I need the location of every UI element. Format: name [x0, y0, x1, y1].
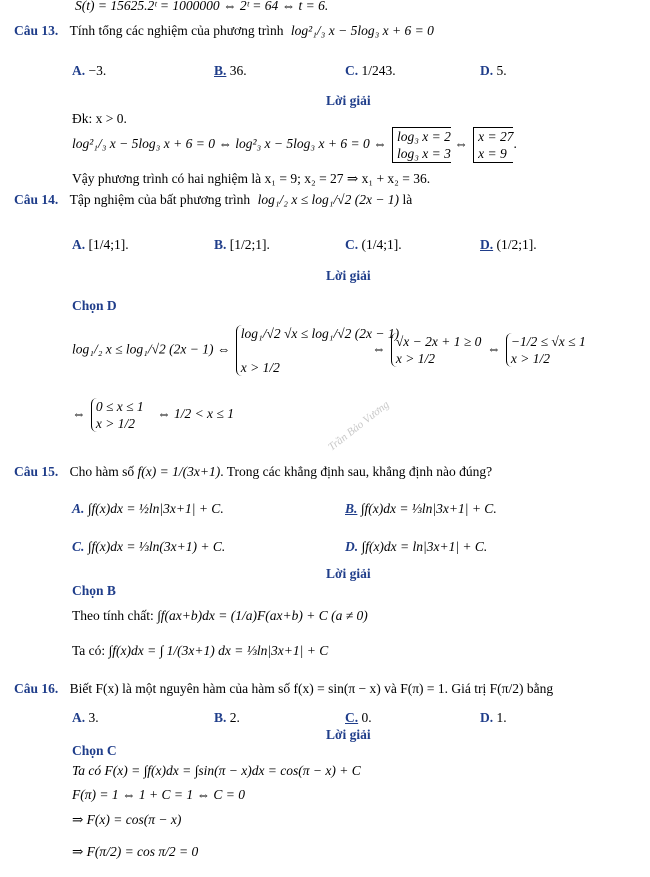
q15-opt-b: [345, 500, 497, 518]
q14-opt-b-value: [1/2;1].: [229, 237, 270, 252]
q13-opt-c: [345, 62, 396, 80]
q14-step1c: ⇔ −1/2 ≤ √x ≤ 1 x > 1/2: [487, 334, 586, 366]
top-equation: S(t) = 15625.2ᵗ = 1000000 ⇔ 2ᵗ = 64 ⇔ t = 6.: [75, 0, 329, 13]
q16-opt-b-value: 2.: [229, 710, 240, 725]
q14-text: Tập nghiệm của bất phương trình: [69, 192, 251, 207]
q14-opt-c-label: C.: [345, 237, 359, 252]
q13-step: log²₁/₃ x − 5log₃ x + 6 = 0 ⇔ log²₃ x − 5log₃ x + 6 = 0 ⇔: [72, 136, 387, 152]
q16-step2: F(π) = 1 ⇔ 1 + C = 1 ⇔ C = 0: [72, 787, 245, 802]
q13-opt-d: [480, 62, 507, 80]
q13-system-1: [392, 127, 451, 163]
q16-step3: ⇒ F(x) = cos(π − x): [72, 812, 182, 827]
q14-sys-a-row1: log₁/√2 √x ≤ log₁/√2 (2x − 1): [240, 326, 400, 341]
q16-opt-d-value: 1.: [496, 710, 507, 725]
q16-opt-c-value: 0.: [361, 710, 372, 725]
q14-sys-d-row1: 0 ≤ x ≤ 1: [95, 399, 144, 414]
q14-result: ⇔ 1/2 < x ≤ 1: [157, 406, 234, 422]
q14-sys-d-row2: x > 1/2: [95, 416, 135, 431]
q15-prop: [72, 607, 368, 625]
q16-opt-c-label: C.: [345, 710, 359, 725]
q13-opt-a: [72, 62, 106, 80]
q16-opt-a-value: 3.: [88, 710, 99, 725]
q16-step1: Ta có F(x) = ∫f(x)dx = ∫sin(π − x)dx = cos(π − x) + C: [72, 763, 361, 778]
q16-step4: ⇒ F(π/2) = cos π/2 = 0: [72, 844, 199, 859]
q13-conclusion: Vậy phương trình có hai nghiệm là x₁ = 9; x₂ = 27 ⇒ x₁ + x₂ = 36.: [72, 171, 431, 186]
q15-opt-b-label: B.: [345, 501, 358, 516]
q13-label: Câu 13.: [14, 23, 59, 38]
q14-opt-d-label: D.: [480, 237, 494, 252]
q16-opt-b-label: B.: [214, 710, 227, 725]
q15-label: Câu 15.: [14, 464, 59, 479]
q13-opt-c-value: 1/243.: [361, 63, 396, 78]
q13-opt-b-value: 36.: [229, 63, 247, 78]
q15-opt-b-value: ∫f(x)dx = ⅓ln|3x+1| + C.: [360, 501, 497, 516]
q16-opt-d: [480, 709, 507, 727]
q15-loigiai: Lời giải: [326, 566, 371, 581]
q15-text-b: . Trong các khẳng định sau, khẳng định nào đúng?: [220, 464, 493, 479]
q15-opt-c: [72, 538, 225, 556]
q15-fx: f(x) = 1/(3x+1): [137, 464, 221, 479]
q14-step2: ⇔ 0 ≤ x ≤ 1 x > 1/2 ⇔ 1/2 < x ≤ 1: [72, 399, 234, 431]
q13-opt-b: [214, 62, 247, 80]
q15-opt-d-label: D.: [345, 539, 359, 554]
q16-text: Biết F(x) là một nguyên hàm của hàm số f(x) = sin(π − x) và F(π) = 1. Giá trị F(π/2) bằng: [69, 681, 554, 696]
q14-opt-c-value: (1/4;1].: [361, 237, 402, 252]
q14-loigiai: Lời giải: [326, 268, 371, 283]
q13-sys1-row2: log₃ x = 3: [396, 146, 451, 161]
q15-prop-eq: ∫f(ax+b)dx = (1/a)F(ax+b) + C (a ≠ 0): [157, 608, 368, 623]
q16-label: Câu 16.: [14, 681, 59, 696]
q15-taco-eq: ∫f(x)dx = ∫ 1/(3x+1) dx = ⅓ln|3x+1| + C: [108, 643, 329, 658]
q14-sys-c-row2: x > 1/2: [510, 351, 550, 366]
q13-loigiai: Lời giải: [326, 93, 371, 108]
q15-opt-a: [72, 500, 224, 518]
q15-opt-c-value: ∫f(x)dx = ⅓ln(3x+1) + C.: [87, 539, 226, 554]
q15-opt-a-label: A.: [72, 501, 85, 516]
q14-sys-c: [506, 333, 586, 367]
q14-step1: [72, 325, 399, 376]
q13-opt-a-label: A.: [72, 63, 86, 78]
q14-chon: Chọn D: [72, 298, 117, 313]
q13-opt-c-label: C.: [345, 63, 359, 78]
q16-opt-d-label: D.: [480, 710, 494, 725]
q14-opt-c: [345, 236, 402, 254]
q16-opt-a: [72, 709, 99, 727]
q14-line: [14, 191, 412, 209]
q13-step-line: log²₁/₃ x − 5log₃ x + 6 = 0 ⇔ log²₃ x − 5log₃ x + 6 = 0 ⇔ log₃ x = 2 log₃ x = 3 ⇔ x = 27 x = 9.: [72, 129, 517, 161]
q14-step1-left: log₁/₂ x ≤ log₁/√2 (2x − 1) ⇔: [72, 341, 231, 357]
q15-text-a: Cho hàm số: [69, 464, 135, 479]
q14-sys-c-row1: −1/2 ≤ √x ≤ 1: [510, 334, 586, 349]
q14-sys-d: [91, 398, 144, 432]
q14-opt-a: [72, 236, 129, 254]
q15-taco: [72, 642, 328, 660]
q14-sys-b-row1: √x − 2x + 1 ≥ 0: [395, 334, 482, 349]
q14-tail: là: [402, 192, 413, 207]
q15-chon: Chọn B: [72, 583, 116, 598]
q15-line: [14, 463, 492, 481]
q15-opt-a-value: ∫f(x)dx = ½ln|3x+1| + C.: [87, 501, 224, 516]
q13-opt-b-label: B.: [214, 63, 227, 78]
q14-opt-d-value: (1/2;1].: [496, 237, 537, 252]
q14-sys-b-row2: x > 1/2: [395, 351, 435, 366]
q16-line: [14, 680, 553, 698]
q14-opt-d: [480, 236, 537, 254]
q14-sys-b: [391, 333, 482, 367]
q13-opt-d-value: 5.: [496, 63, 507, 78]
q15-opt-c-label: C.: [72, 539, 85, 554]
q13-sys1-row1: log₃ x = 2: [396, 129, 451, 144]
q14-opt-a-label: A.: [72, 237, 86, 252]
q16-loigiai: Lời giải: [326, 727, 371, 742]
watermark: Trần Bảo Vương: [326, 398, 392, 454]
q13-dk: Đk: x > 0.: [72, 111, 127, 126]
q13-opt-d-label: D.: [480, 63, 494, 78]
q13-system-2: [473, 127, 513, 163]
q15-opt-d: [345, 538, 487, 556]
q16-opt-b: [214, 709, 240, 727]
q14-label: Câu 14.: [14, 192, 59, 207]
q13-sys2-row1: x = 27: [478, 129, 514, 144]
q13-text: Tính tổng các nghiệm của phương trình: [69, 23, 284, 38]
q14-eq: log₁/₂ x ≤ log₁/√2 (2x − 1): [257, 192, 400, 207]
q13-eq: log²₁/₃ x − 5log₃ x + 6 = 0: [290, 23, 434, 38]
q14-step1b: ⇔ √x − 2x + 1 ≥ 0 x > 1/2: [372, 334, 482, 366]
q16-opt-a-label: A.: [72, 710, 86, 725]
q14-opt-a-value: [1/4;1].: [88, 237, 129, 252]
q15-opt-d-value: ∫f(x)dx = ln|3x+1| + C.: [361, 539, 488, 554]
q14-opt-b-label: B.: [214, 237, 227, 252]
q14-sys-a-row2: x > 1/2: [240, 360, 280, 375]
q15-prop-label: Theo tính chất:: [72, 608, 154, 623]
q13-sys2-row2: x = 9: [478, 146, 507, 161]
q16-chon: Chọn C: [72, 743, 117, 758]
q13-line: [14, 22, 434, 40]
q16-opt-c: [345, 709, 372, 727]
q15-taco-label: Ta có:: [72, 643, 106, 658]
q13-opt-a-value: −3.: [88, 63, 107, 78]
q14-opt-b: [214, 236, 270, 254]
